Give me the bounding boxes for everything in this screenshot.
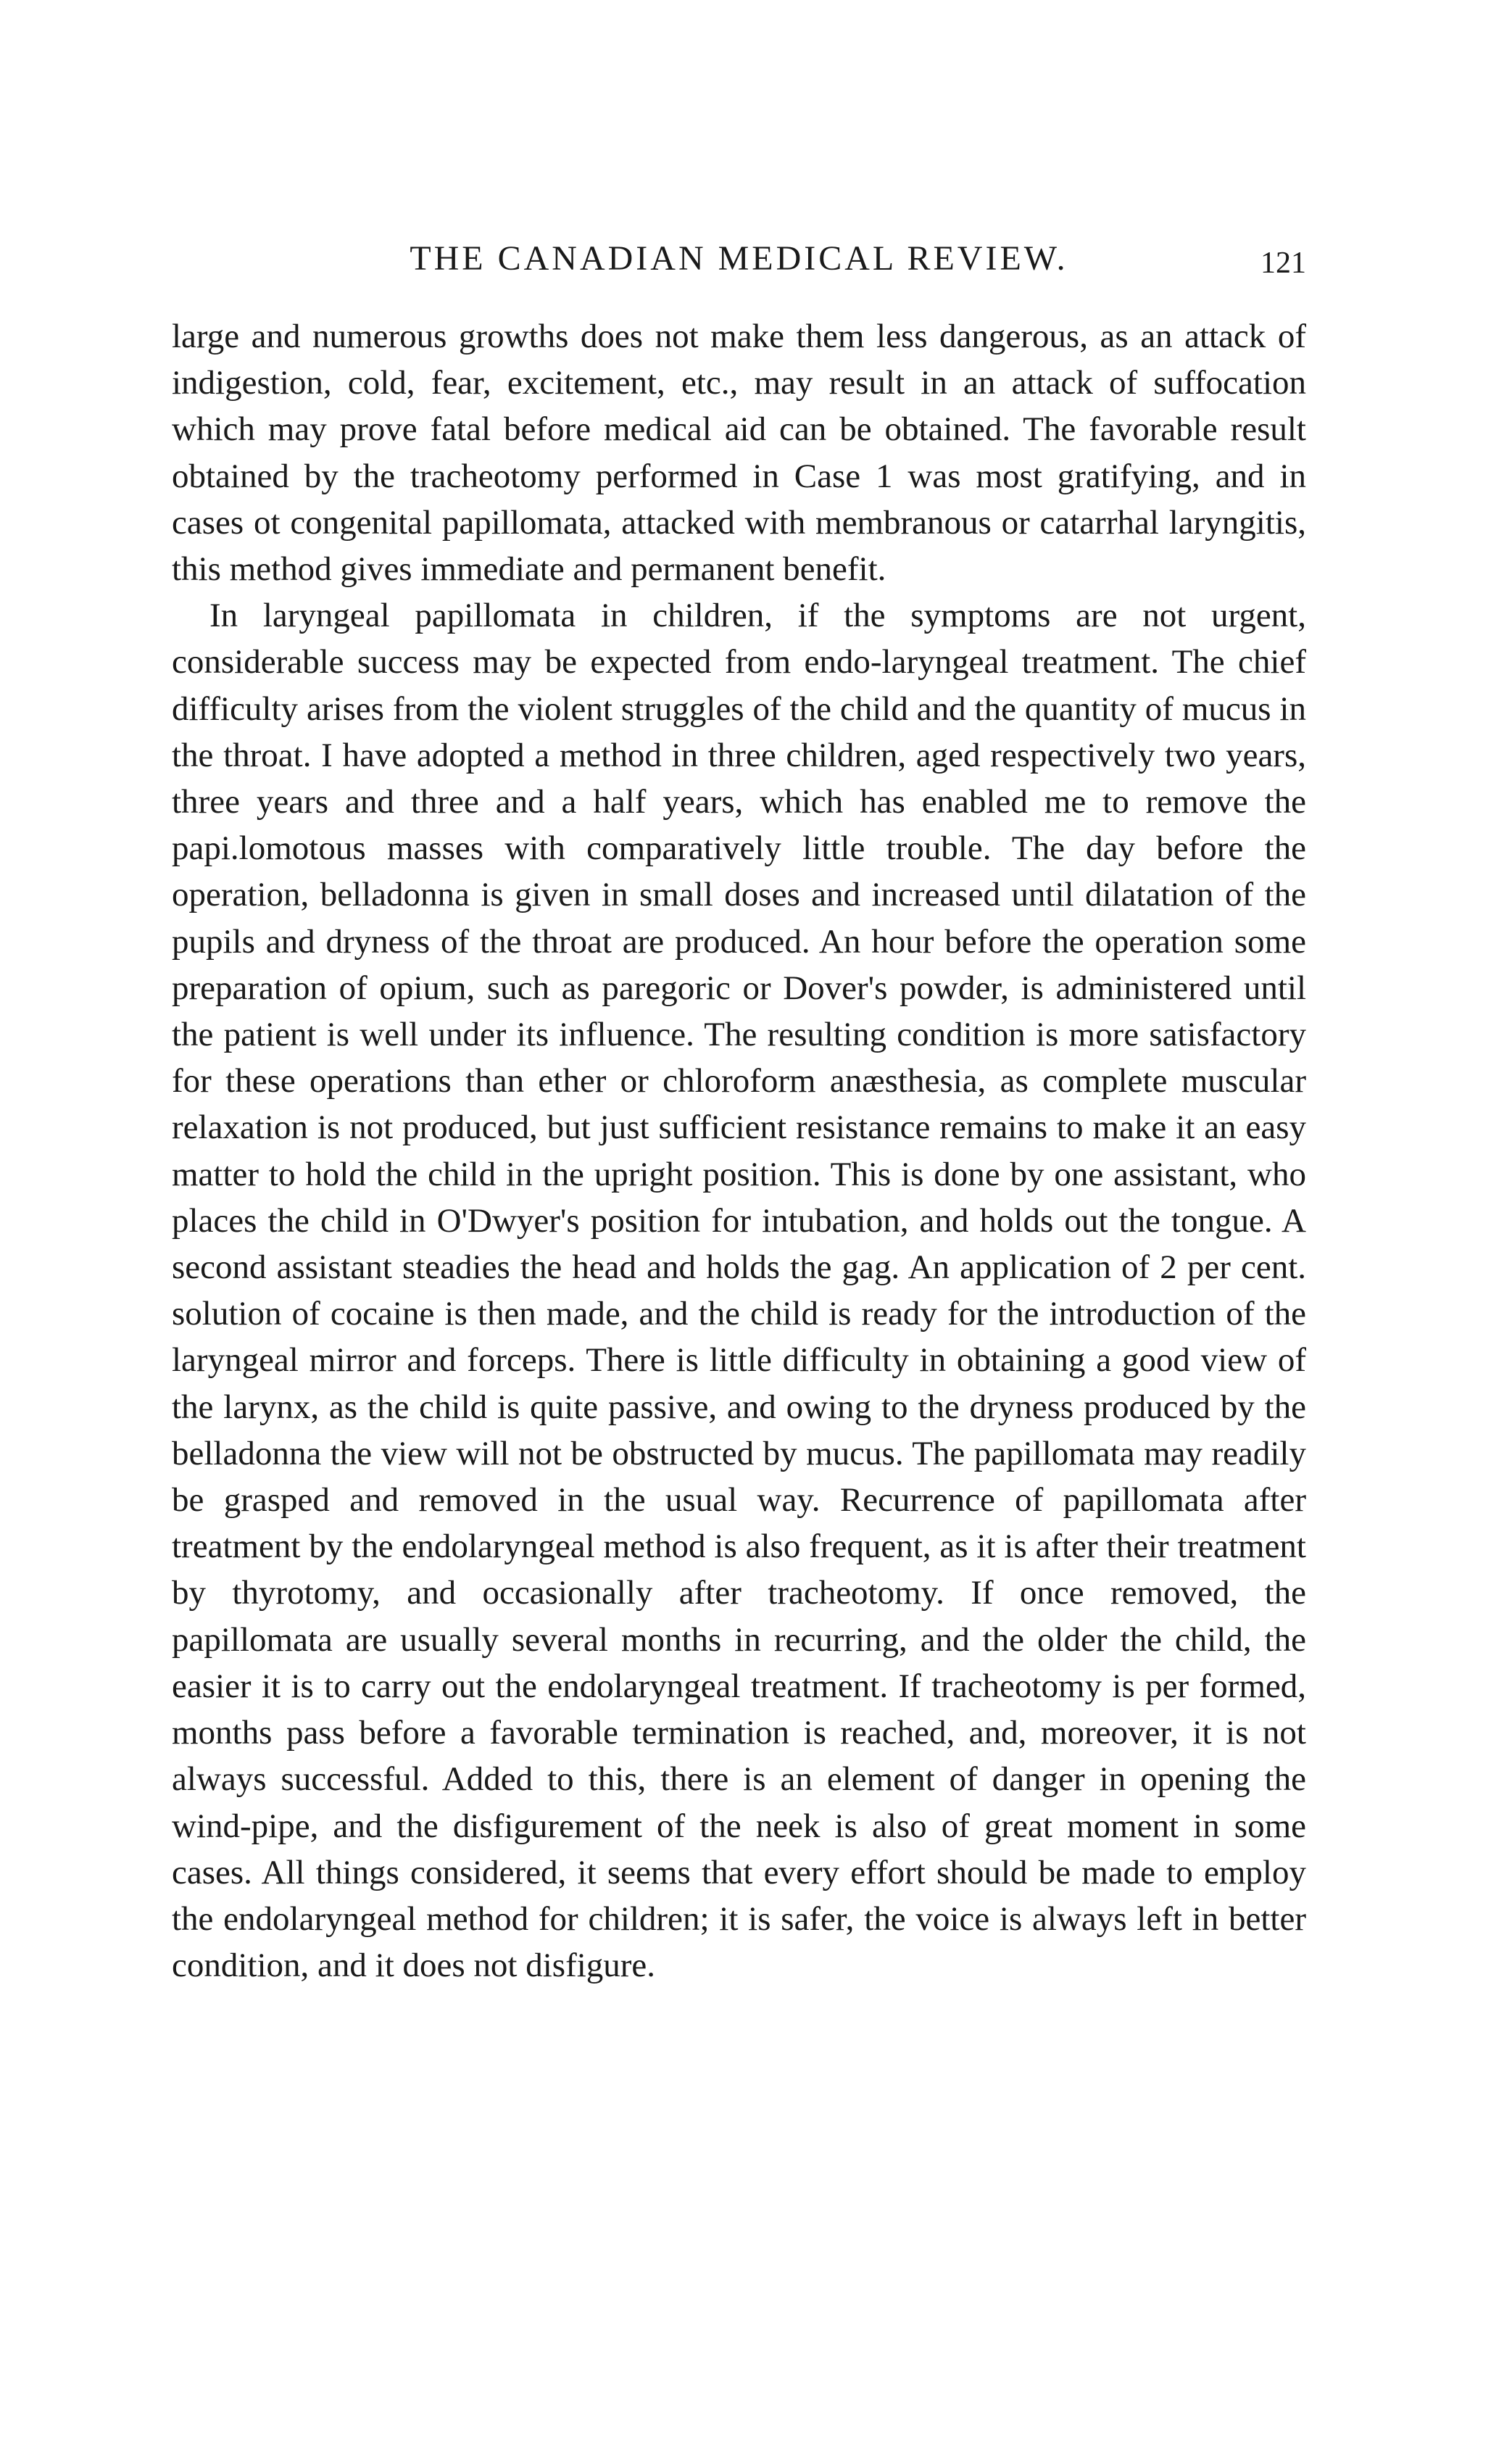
paragraph-endolaryngeal-treatment: In laryngeal papillomata in children, if the symptoms are not urgent, considerable success may be expected from endo-laryngeal treatment. The chief difficulty arises from the violent struggles of the child and the quantity of mucus in the throat. I have adopted a method in three children, aged respectively two years, three years and three and a half years, which has enabled me to remove the papi.lomotous masses with comparatively little trouble. The day before the operation, belladonna is given in small doses and increased until dilatation of the pupils and dryness of the throat are produced. An hour before the operation some preparation of opium, such as paregoric or Dover's powder, is administered until the patient is well under its influence. The resulting condition is more satisfactory for these operations than ether or chloroform anæsthesia, as complete muscular relaxation is not produced, but just sufficient resistance remains to make it an easy matter to hold the child in the upright position. This is done by one assistant, who places the child in O'Dwyer's position for intubation, and holds out the tongue. A second assistant steadies the head and holds the gag. An application of 2 per cent. solution of cocaine is then made, and the child is ready for the introduction of the laryngeal mirror and forceps. There is little difficulty in obtaining a good view of the larynx, as the child is quite passive, and owing to the dryness produced by the belladonna the view will not be obstructed by mucus. The papillomata may readily be grasped and removed in the usual way. Recurrence of papillomata after treatment by the endolaryngeal method is also frequent, as it is after their treatment by thyrotomy, and occasionally after tracheotomy. If once removed, the papillomata are usually several months in recurring, and the older the child, the easier it is to carry out the endolaryngeal treatment. If tracheotomy is per formed, months pass before a favorable termination is reached, and, moreover, it is not always successful. Added to this, there is an element of danger in opening the wind-pipe, and the disfigurement of the neek is also of great moment in some cases. All things considered, it seems that every effort should be made to employ the endolaryngeal method for children; it is safer, the voice is always left in better condition, and it does not disfigure.	[172, 597, 1306, 1985]
paragraph-continued: large and numerous growths does not make them less dangerous, as an attack of indigestion, cold, fear, excitement, etc., may result in an attack of suffocation which may prove fatal before medical aid can be obtained. The favorable result obtained by the tracheotomy performed in Case 1 was most gratifying, and in cases ot congenital papillomata, attacked with membranous or catarrhal laryngitis, this method gives immediate and permanent benefit.	[172, 318, 1306, 589]
journal-title: THE CANADIAN MEDICAL REVIEW.	[410, 239, 1068, 278]
running-head	[172, 233, 1306, 284]
page-number: 121	[1260, 246, 1306, 280]
body-text	[172, 313, 1306, 1989]
